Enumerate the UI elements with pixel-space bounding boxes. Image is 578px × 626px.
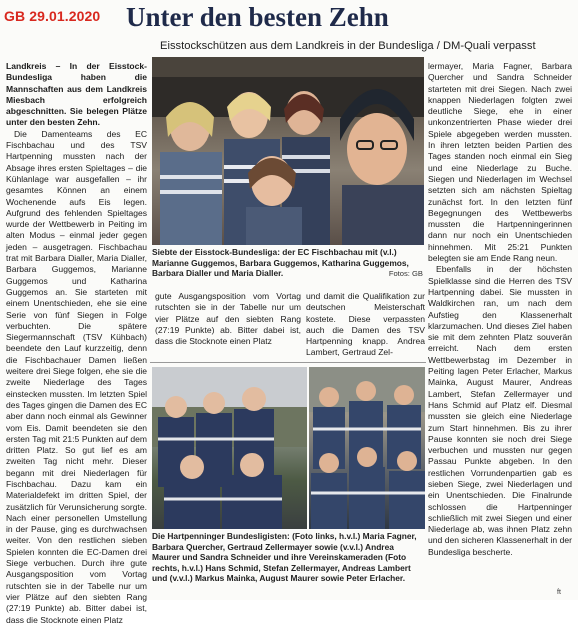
article-column-2-continuation [155,291,301,359]
body-paragraph: Die Damenteams des EC Fischbachau und des TSV Hartpenning mussten nach der Absage ihres ersten Spieltages – die Kühlanlage war ausgefallen – ihr gesamtes Können an einem Wochenende aufs Eis legen. Aufgrund des fehlenden Spieltages wurde der Wettbewerb in Peiting im alten Modus – einmal jeder gegen jeden – ausgetragen. Fischbachau trat mit Barbara Dialler, Maria Dialler, Barbara Guggemos, Marianne Guggemos und Katharina Guggemos an. Sie starteten mit einem Unentschieden, ehe sie eine Serie von fünf Siegen in Folge verbuchten. Die spätere Siegermannschaft (TSV Kühbach) beendete den Lauf kurzzeitig, denn die Fischbachauer Damen ließen weitere drei Siege folgen, ehe sie die zweite Niederlage des Tages einstecken mussten. Im letzten Spiel des Tages gingen die Damen des EC aber dann noch einmal als Gewinner vom Eis. Damit beendeten sie den ersten Tag mit 21:5 Punkten auf dem dritten Platz. So gut lief es am zweiten Tag nicht mehr. Dieser begann mit drei Niederlagen für Fischbachau. Dazu kam ein Materialdefekt im dritten Spiel, der zusätzlich für Verunsicherung sorgte. Nach einer personellen Umstellung in der Pause, ging es durchwachsen weiter. Von den restlichen sieben Spielen konnten die EC-Damen drei Siege verbuchen. Durch ihre gute Ausgangsposition vom Vortag rutschten sie in der Tabelle nur um vier Plätze auf den siebten Rang (27:19 Punkte) ab. Bitter dabei ist, dass die Stocknote einen Platz [6,128,147,625]
author-initials: ft [557,589,561,596]
body-paragraph: Ebenfalls in der höchsten Spielklasse sind die Herren des TSV Hartpenning dabei. Sie mussten in Waldkirchen ran, um nach dem Aufstieg den Klassenerhalt klarzumachen. Und dieses Ziel haben sie mit dem zehnten Platz souverän erreicht. Nach dem ersten Wettbewerbstag im Dezember in Peiting lagen Peter Erlacher, Markus Mainka, August Maurer, Andreas Lambert, Stefan Zellermayer und Hans Schmid auf Platz elf. Diesmal mussten sie gleich eine Niederlage zum Start hinnehmen. Bis zu ihrer Pause konnten sie noch drei Siege verbuchen und mussten nur gegen Passau Punkte abgeben. In den restlichen Vorrundenpartien gab es sieben Siege, zwei Niederlagen und ein Unentschieden. Die Finalrunde schlossen die Hartpenninger schließlich mit zwei Siegen und einer Niederlage ab, was ihnen Platz zehn und den sicheren Klassenerhalt in der Bundesliga bescherte. [428,264,572,557]
photo-caption-fischbachau [152,247,424,287]
team-photo-hartpenning-women [152,367,307,529]
caption-text: Die Hartpenninger Bundesligisten: (Foto links, h.v.l.) Maria Fagner, Barbara Quercher, Gertraud Zellermayer sowie (v.v.l.) Andrea Maurer und Sandra Schneider und ihre Vereinskameraden (Foto rechts, h.v.l.) Hans Schmid, Stefan Zellermayer, Andreas Lambert und (v.v.l.) Markus Mainka, August Maurer sowie Peter Erlacher. [152,531,417,584]
headline: Unter den besten Zehn [126,2,389,32]
photo-credit: Fotos: GB [388,269,423,278]
date-stamp: GB 29.01.2020 [4,8,101,24]
lead-paragraph: Landkreis – In der Eisstock-Bundesliga haben die Mannschaften aus dem Landkreis Miesbach erfolgreich abgeschnitten. Sie belegen Plätze unter den besten Zehn. [6,61,147,128]
article-column-1 [6,61,147,625]
article-column-3-continuation [306,291,425,359]
body-paragraph: und damit die Qualifikation zur deutschen Meisterschaft kostete. Diese verpassten auch die Damen des TSV Hartpenning knapp. Andrea Lambert, Gertraud Zel- [306,291,425,358]
team-photo-hartpenning-men [309,367,425,529]
divider [150,362,426,363]
subheadline: Eisstockschützen aus dem Landkreis in der Bundesliga / DM-Quali verpasst [160,40,536,52]
body-paragraph: gute Ausgangsposition vom Vortag rutschten sie in der Tabelle nur um vier Plätze auf den siebten Rang (27:19 Punkte) ab. Bitter dabei ist, dass die Stocknote einen Platz [155,291,301,347]
photo-caption-hartpenning [152,531,424,597]
article-column-4 [428,61,572,587]
body-paragraph: lermayer, Maria Fagner, Barbara Quercher und Sandra Schneider starteten mit drei Siegen. Nach zwei knappen Niederlagen folgten zwei deutliche Siege, ehe in einer unkonzentrierten Phase wieder drei Spiele abgegeben werden mussten. In ihren letzten beiden Partien des Tages standen noch einmal ein Sieg und eine Niederlage zu Buche. Siegen und Niederlagen im Wechsel setzten sich am nächsten Spieltag zunächst fort. In den letzten fünf Begegnungen des Wettbewerbs mussten die Hartpenningerinnen dann nur noch ein Unentschieden hinnehmen. Mit 25:21 Punkten belegten sie am Ende Rang neun. [428,61,572,264]
caption-text: Siebte der Eisstock-Bundesliga: der EC Fischbachau mit (v.l.) Marianne Guggemos, Barbara Guggemos, Katharina Guggemos, Barbara Dialler und Maria Dialler. [152,247,409,279]
team-photo-fischbachau [152,57,424,245]
